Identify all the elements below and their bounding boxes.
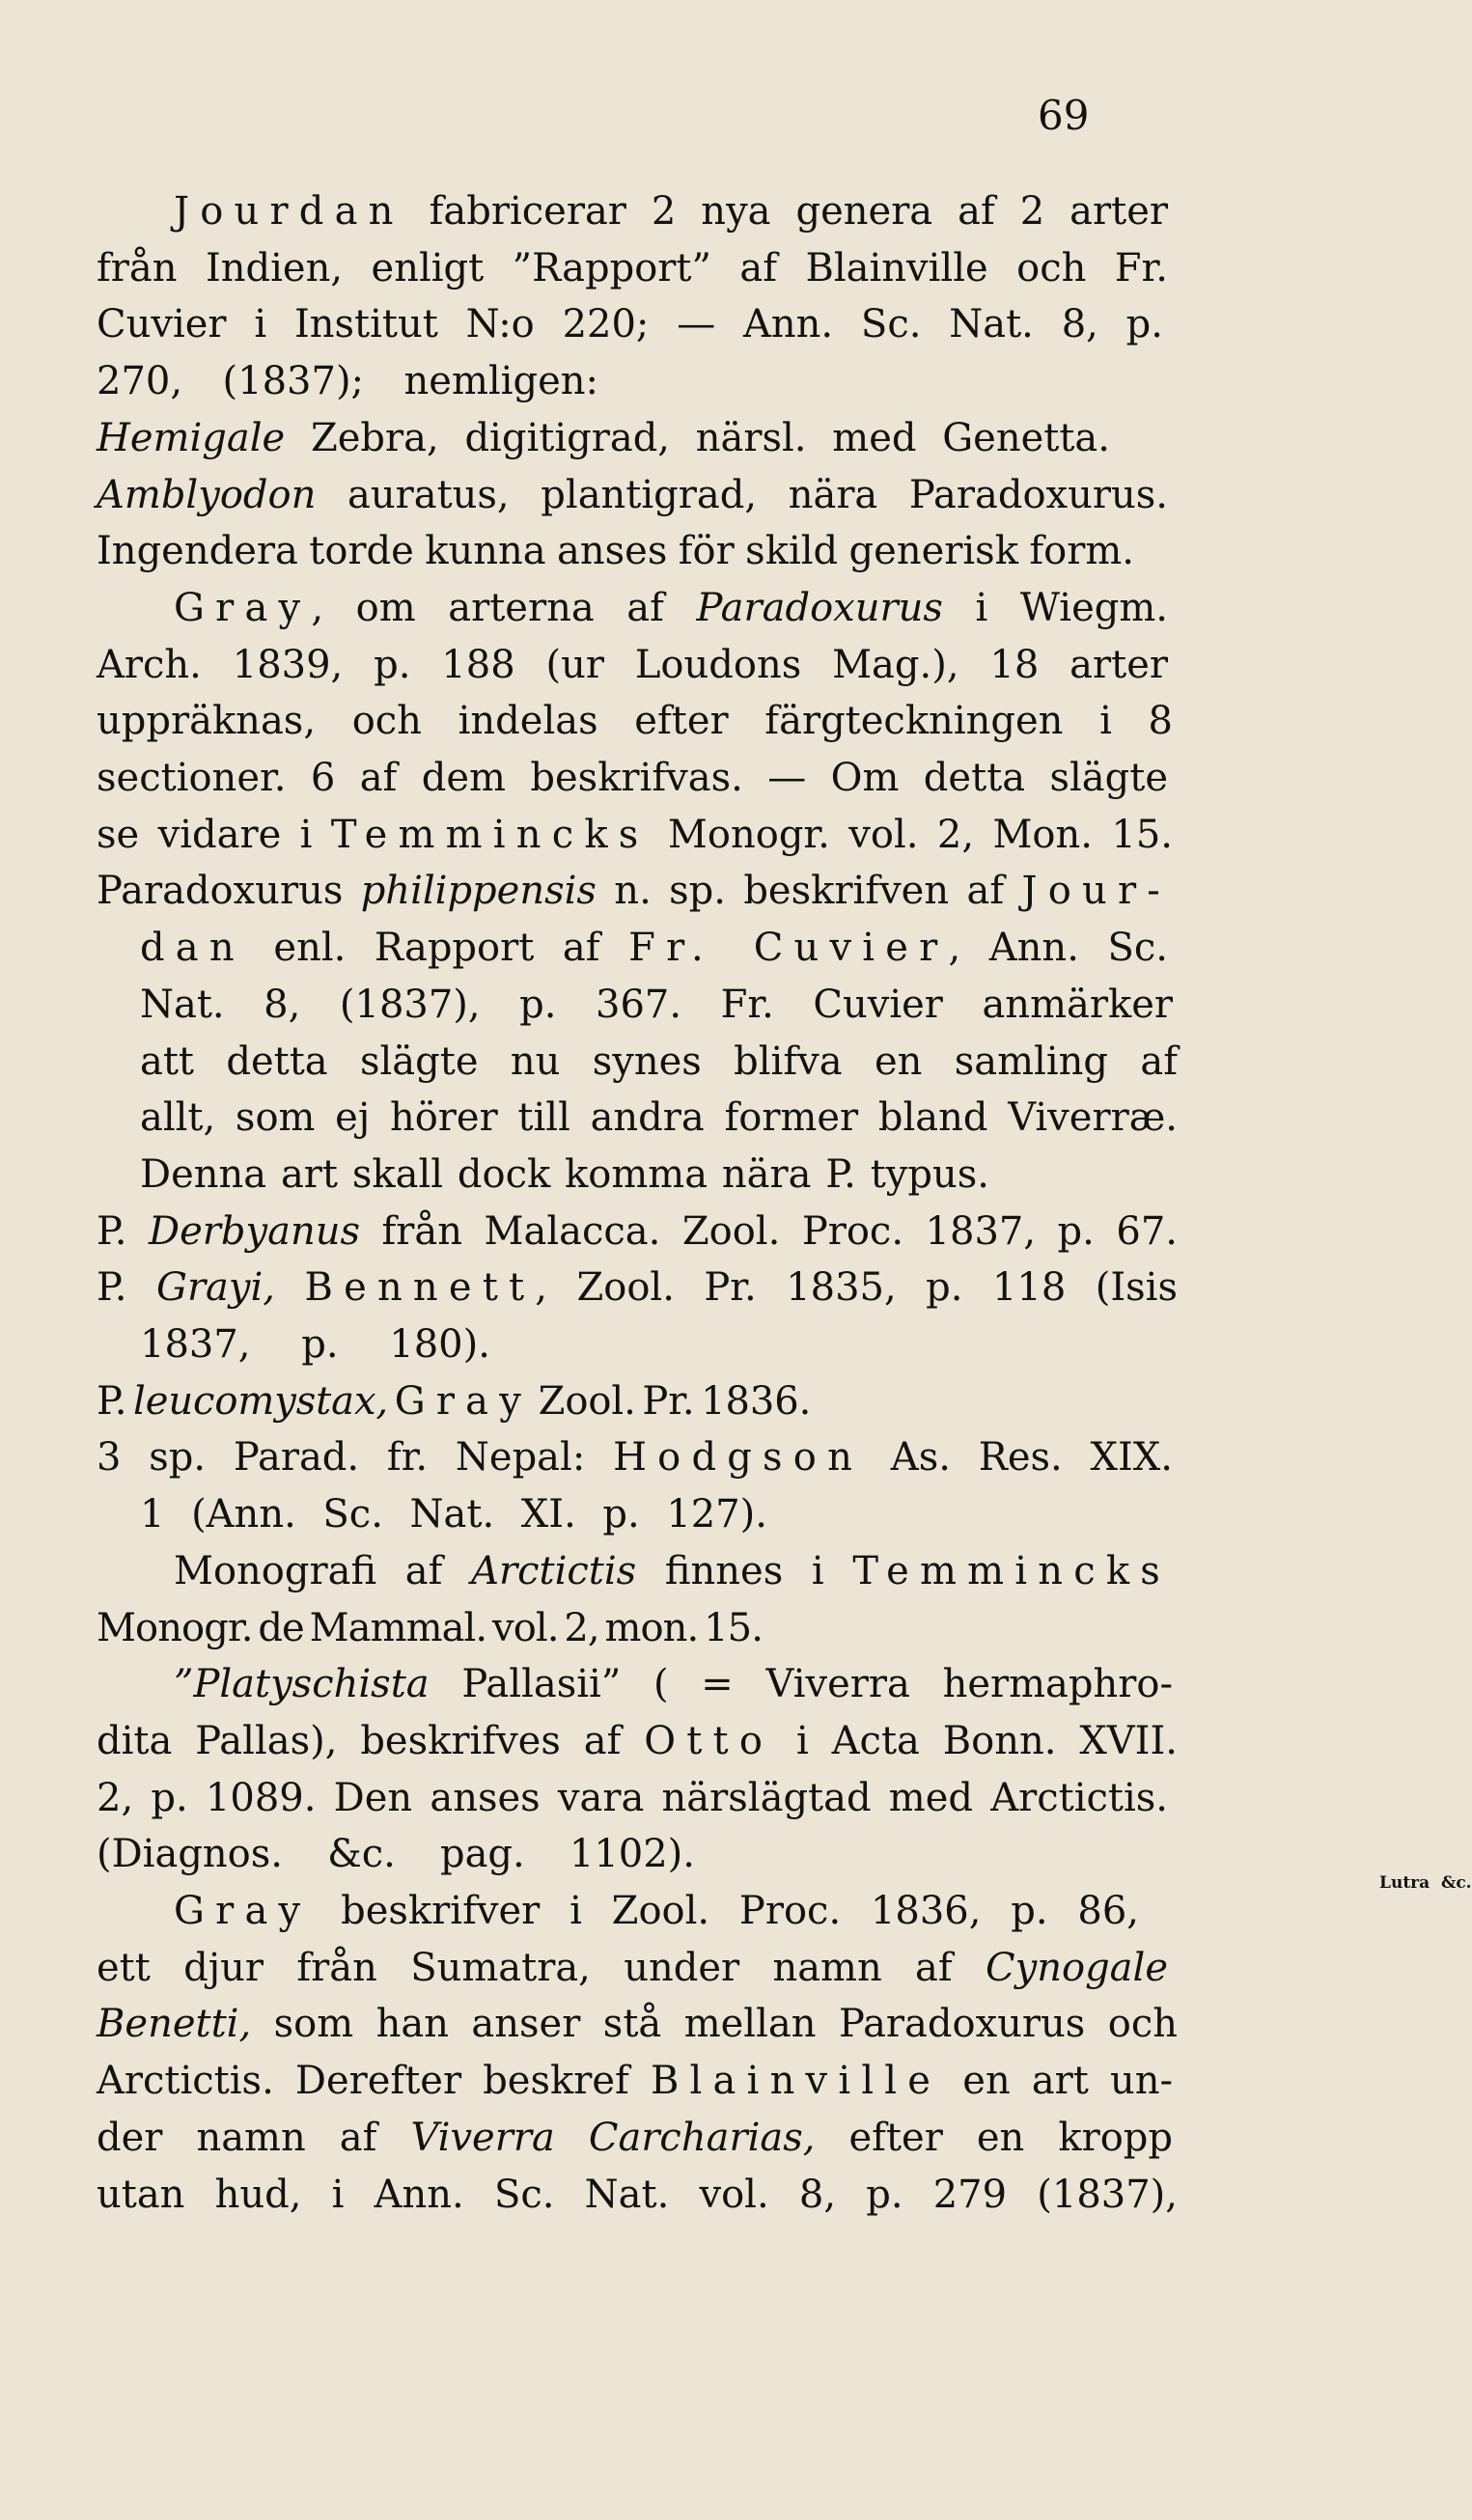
text-run: 1 (Ann. Sc. Nat. XI. p. 127). bbox=[140, 1492, 767, 1537]
text-run: enl. Rapport af bbox=[244, 926, 629, 971]
text-line bbox=[97, 2053, 1173, 2109]
margin-note: Lutra &c. bbox=[1379, 1873, 1472, 1893]
text-run: , Ann. Sc. bbox=[948, 926, 1169, 971]
author-name: Temmincks bbox=[852, 1548, 1171, 1593]
text-line bbox=[97, 1713, 1178, 1769]
text-run: i Acta Bonn. XVII. bbox=[773, 1718, 1178, 1763]
text-run: 3 sp. Parad. fr. Nepal: bbox=[97, 1435, 614, 1481]
text-run bbox=[275, 1265, 304, 1310]
text-run: Zool. Pr. 1836. bbox=[532, 1378, 812, 1424]
text-run: P. bbox=[97, 1378, 134, 1424]
italic-term: Hemigale bbox=[97, 415, 286, 460]
author-name: Gray bbox=[394, 1378, 533, 1424]
author-name: Otto bbox=[644, 1718, 774, 1763]
text-run: 2, p. 1089. Den anses vara närslägtad med Arctictis. bbox=[97, 1775, 1168, 1820]
text-run: efter en kropp bbox=[815, 2115, 1174, 2160]
text-line bbox=[140, 1090, 1178, 1146]
italic-term: Viverra Carcharias, bbox=[410, 2115, 816, 2160]
author-name: dan bbox=[140, 926, 245, 971]
italic-term: ”Platyschista bbox=[174, 1662, 430, 1707]
text-line bbox=[97, 1600, 763, 1656]
text-line bbox=[140, 1316, 490, 1372]
text-line bbox=[97, 2110, 1173, 2166]
text-line bbox=[97, 693, 1173, 749]
text-run: 270, (1837); nemligen: bbox=[97, 359, 598, 404]
text-line bbox=[97, 2167, 1178, 2223]
text-run: 1837, p. 180). bbox=[140, 1322, 490, 1367]
text-run: , Zool. Pr. 1835, p. 118 (Isis bbox=[535, 1265, 1178, 1311]
text-run: Monografi af bbox=[174, 1548, 472, 1593]
text-run: Arch. 1839, p. 188 (ur Loudons Mag.), 18 arter bbox=[97, 642, 1168, 687]
text-line bbox=[97, 807, 1173, 863]
text-run: att detta slägte nu synes blifva en samling af bbox=[140, 1038, 1178, 1084]
text-line bbox=[97, 637, 1168, 693]
italic-term: Benetti, bbox=[97, 2002, 252, 2047]
text-run: (Diagnos. &c. pag. 1102). bbox=[97, 1832, 695, 1877]
text-run: P. bbox=[97, 1208, 150, 1254]
text-run: ett djur från Sumatra, under namn af bbox=[97, 1945, 986, 1990]
author-name: Blainville bbox=[650, 2059, 942, 2104]
text-run bbox=[388, 1379, 395, 1424]
text-run: auratus, plantigrad, nära Paradoxurus. bbox=[316, 472, 1168, 517]
author-name: Gray bbox=[174, 585, 312, 630]
text-run: beskrifver i Zool. Proc. 1836, p. 86, bbox=[311, 1889, 1139, 1933]
text-line bbox=[97, 410, 1110, 466]
page-number: 69 bbox=[1038, 92, 1090, 139]
text-run: en art un- bbox=[941, 2059, 1173, 2104]
text-run: allt, som ej hörer till andra former bland Viverræ. bbox=[140, 1095, 1178, 1141]
author-name: Jourdan bbox=[174, 189, 404, 234]
author-name: Gray bbox=[174, 1889, 312, 1933]
text-line bbox=[97, 1940, 1168, 1996]
text-line bbox=[97, 1260, 1178, 1315]
text-run: P. bbox=[97, 1265, 156, 1311]
text-line bbox=[97, 1826, 695, 1882]
text-run: n. sp. beskrifven af bbox=[596, 869, 1022, 914]
italic-term: philippensis bbox=[360, 869, 597, 914]
text-line bbox=[97, 750, 1168, 806]
text-line bbox=[174, 1883, 1139, 1939]
text-run: från Indien, enligt ”Rapport” af Blainville och Fr. bbox=[97, 245, 1168, 291]
text-run: Denna art skall dock komma nära P. typus. bbox=[140, 1151, 989, 1197]
author-name: Fr. Cuvier bbox=[628, 926, 949, 971]
text-line bbox=[174, 183, 1168, 239]
text-line bbox=[97, 240, 1168, 296]
text-run: der namn af bbox=[97, 2115, 411, 2160]
text-run: Zebra, digitigrad, närsl. med Genetta. bbox=[285, 415, 1110, 460]
text-run: , om arterna af bbox=[311, 585, 697, 630]
text-line bbox=[97, 523, 1134, 579]
text-run: Nat. 8, (1837), p. 367. Fr. Cuvier anmärker bbox=[140, 982, 1173, 1027]
text-run: Arctictis. Derefter beskref bbox=[97, 2059, 651, 2104]
text-line bbox=[174, 1543, 1171, 1599]
italic-term: Derbyanus bbox=[149, 1208, 360, 1254]
text-line bbox=[174, 1656, 1173, 1712]
text-line bbox=[140, 1034, 1178, 1090]
text-run: fabricerar 2 nya genera af 2 arter bbox=[403, 189, 1168, 234]
text-line bbox=[97, 1373, 811, 1429]
text-run: från Malacca. Zool. Proc. 1837, p. 67. bbox=[360, 1208, 1178, 1254]
text-line bbox=[140, 1147, 989, 1203]
text-run: som han anser stå mellan Paradoxurus och bbox=[251, 2002, 1178, 2047]
text-run: Monogr. vol. 2, Mon. 15. bbox=[649, 812, 1173, 857]
author-name: Temmincks bbox=[330, 812, 650, 857]
italic-term: Arctictis bbox=[471, 1548, 637, 1593]
text-line bbox=[140, 977, 1173, 1033]
text-line bbox=[97, 1996, 1178, 2052]
italic-term: leucomystax, bbox=[133, 1378, 389, 1424]
italic-term: Cynogale bbox=[986, 1945, 1168, 1990]
text-line bbox=[97, 1204, 1178, 1260]
text-run: Paradoxurus bbox=[97, 869, 361, 914]
text-run: sectioner. 6 af dem beskrifvas. — Om detta slägte bbox=[97, 756, 1168, 800]
text-line bbox=[97, 1770, 1168, 1826]
text-line bbox=[140, 920, 1168, 976]
italic-term: Grayi, bbox=[155, 1265, 276, 1311]
text-run: Monogr. de Mammal. vol. 2, mon. 15. bbox=[97, 1605, 764, 1650]
text-run: Cuvier i Institut N:o 220; — Ann. Sc. Nat. 8, p. bbox=[97, 302, 1163, 347]
text-run: Pallasii” ( = Viverra hermaphro- bbox=[429, 1662, 1173, 1707]
italic-term: Amblyodon bbox=[97, 472, 317, 517]
text-line bbox=[174, 580, 1168, 636]
author-name: Bennett bbox=[304, 1265, 536, 1311]
text-line bbox=[97, 1429, 1173, 1485]
text-run: se vidare i bbox=[97, 812, 331, 857]
text-run: utan hud, i Ann. Sc. Nat. vol. 8, p. 279 (1837), bbox=[97, 2172, 1178, 2217]
text-run: Ingendera torde kunna anses för skild generisk form. bbox=[97, 529, 1134, 574]
text-run: finnes i bbox=[636, 1548, 853, 1593]
text-run: dita Pallas), beskrifves af bbox=[97, 1718, 645, 1763]
text-line bbox=[97, 863, 1171, 919]
text-run: i Wiegm. bbox=[942, 585, 1168, 630]
text-line bbox=[97, 296, 1163, 352]
italic-term: Paradoxurus bbox=[696, 585, 943, 630]
text-line bbox=[97, 353, 598, 409]
text-line bbox=[140, 1486, 767, 1542]
author-name: Jour- bbox=[1021, 869, 1171, 914]
text-line bbox=[97, 467, 1168, 523]
author-name: Hodgson bbox=[613, 1435, 864, 1481]
text-run: As. Res. XIX. bbox=[863, 1435, 1173, 1481]
text-run: uppräknas, och indelas efter färgteckningen i 8 bbox=[97, 699, 1173, 744]
